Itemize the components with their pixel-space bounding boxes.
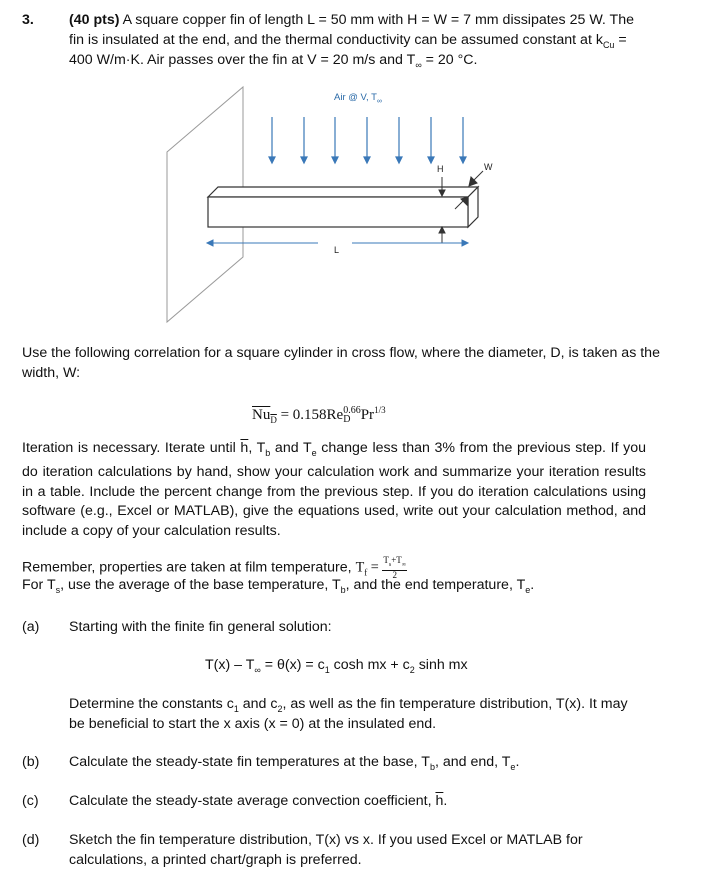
problem-number: 3. bbox=[22, 12, 34, 28]
film-fraction: $\frac{T_s+T_\infty}{2}$ bbox=[383, 555, 407, 580]
iteration-paragraph: Iteration is necessary. Iterate until $\overline{h}$, $T_b$ and $T_e$ change less than 3% from the previous step. If you do iteration calculations by hand, show your calculation work and summarize your iteration results in a table. Include the percent change from the previous step. If you do iteration calculations using software (e.g., Excel or MATLAB), give the equations used, write out your calculation method, and include a copy of your calculation results. bbox=[22, 440, 647, 539]
nusselt-bar: $Nu_D$ bbox=[252, 407, 277, 425]
part-a-determine-line-1: Determine the constants $c_1$ and $c_2$, as well as the fin temperature distribution, T(x). It may bbox=[69, 696, 628, 714]
problem-statement-line-1: (40 pts) A square copper fin of length L = 50 mm with H = W = 7 mm dissipates 25 W. The bbox=[69, 12, 634, 28]
air-flow-arrows bbox=[269, 117, 466, 163]
fin-top-face bbox=[208, 187, 478, 197]
w-label: W bbox=[484, 162, 493, 172]
part-c-label: (c) bbox=[22, 793, 39, 809]
ts-definition-line: For $T_s$, use the average of the base temperature, $T_b$, and the end temperature, $T_e$. bbox=[22, 577, 535, 595]
part-a-label: (a) bbox=[22, 619, 40, 635]
problem-points: (40 pts) bbox=[69, 12, 120, 28]
l-label: L bbox=[334, 245, 340, 255]
correlation-intro: Use the following correlation for a square cylinder in cross flow, where the diameter, D, is taken as the width, W: bbox=[22, 345, 660, 381]
air-label: Air @ V, $T_\infty$ bbox=[334, 92, 382, 105]
correlation-equation: $Nu_D = 0.158Re$ 0.66 D $Pr^{1/3}$ bbox=[252, 405, 386, 425]
part-b-text: Calculate the steady-state fin temperatures at the base, $T_b$, and end, $T_e$. bbox=[69, 754, 520, 772]
fin-diagram bbox=[0, 0, 706, 340]
part-d-label: (d) bbox=[22, 832, 40, 848]
fin-front-face bbox=[208, 197, 468, 227]
part-c-text: Calculate the steady-state average convection coefficient, $\overline{h}$. bbox=[69, 793, 448, 809]
problem-statement-line-3: 400 W/m·K. Air passes over the fin at V = 20 m/s and $T_\infty = 20$ °C. bbox=[69, 52, 478, 70]
film-temperature-line: Remember, properties are taken at film temperature, $T_f$ = $\frac{T_s+T_\infty}{2}$ bbox=[22, 555, 407, 580]
part-d-line-2: calculations, a printed chart/graph is preferred. bbox=[69, 852, 362, 868]
fin-general-solution: $T(x) - T_\infty = \theta(x) = c_1$ cosh mx + $c_2$ sinh mx bbox=[205, 657, 468, 675]
part-d-line-1: Sketch the fin temperature distribution, T(x) vs x. If you used Excel or MATLAB for bbox=[69, 832, 583, 848]
h-label: H bbox=[437, 164, 444, 174]
part-a-determine-line-2: be beneficial to start the x axis (x = 0) at the insulated end. bbox=[69, 716, 437, 732]
part-a-text: Starting with the finite fin general solution: bbox=[69, 619, 332, 635]
problem-statement-line-2: fin is insulated at the end, and the thermal conductivity can be assumed constant at $k_{Cu}$ = bbox=[69, 32, 627, 50]
part-b-label: (b) bbox=[22, 754, 40, 770]
